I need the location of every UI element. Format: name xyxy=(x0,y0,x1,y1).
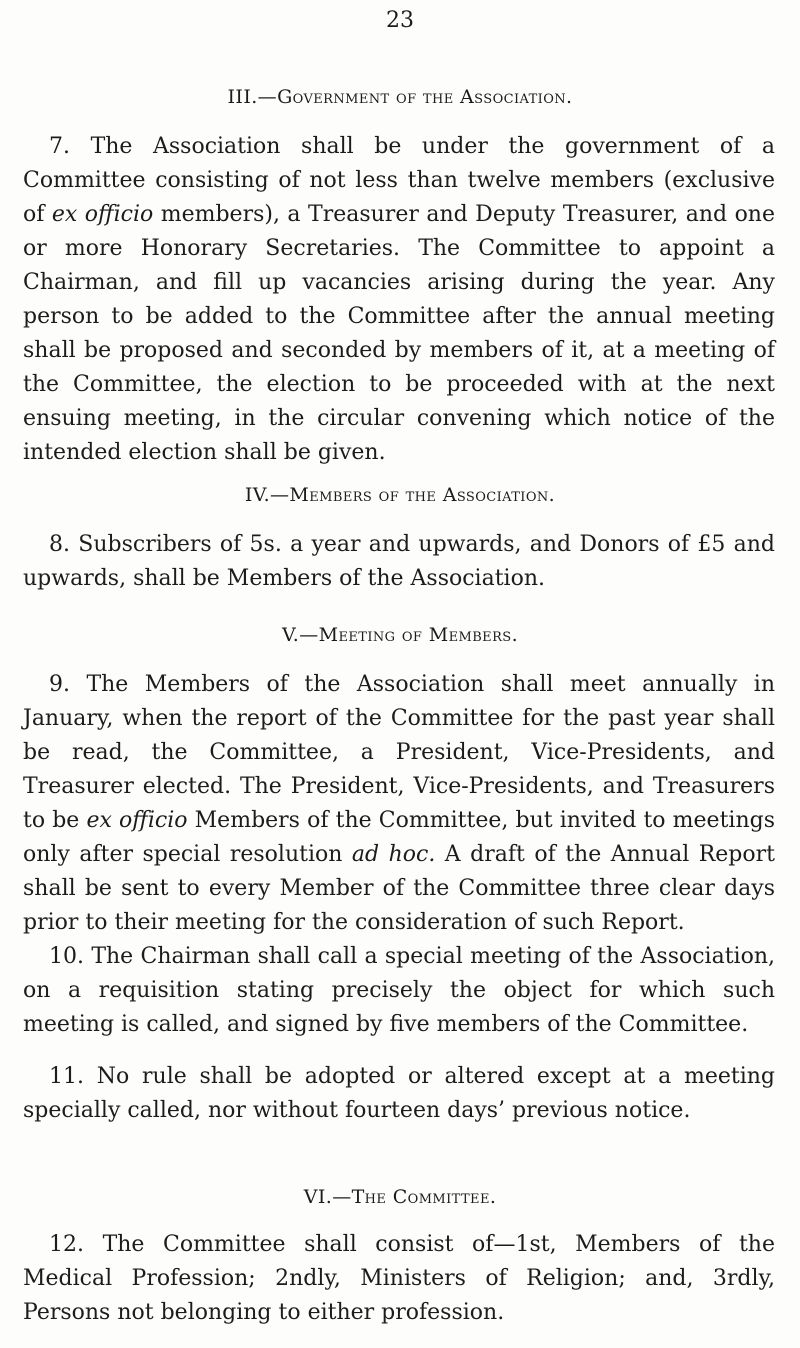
page-number: 23 xyxy=(386,8,414,33)
section-number: IV. xyxy=(244,484,271,506)
rule-paragraph-12 xyxy=(23,1228,775,1330)
rule-text: Members of the Committee, but invited to meetings only after special resolution xyxy=(23,808,775,867)
rule-text: members), a Treasurer and Deputy Treasurer, and one or more Honorary Secretaries. The Committee to appoint a Chairman, and fill up vacancies arising during the year. Any person to be added to the Committee after the annual meeting shall be proposed and seconded by members of it, at a meeting of the Committee, the election to be proceeded with at the next ensuing meeting, in the circular convening which notice of the intended election shall be given. xyxy=(23,202,776,465)
section-number: VI. xyxy=(303,1186,333,1208)
rule-number: 11. xyxy=(49,1064,84,1089)
rule-paragraph-8 xyxy=(23,528,775,596)
section-heading-vi xyxy=(0,1186,800,1208)
rule-paragraph-7 xyxy=(23,130,775,470)
rule-text: Subscribers of 5s. a year and upwards, and Donors of £5 and upwards, shall be Members of the Association. xyxy=(23,532,776,591)
rule-text: The Committee shall consist of—1st, Members of the Medical Profession; 2ndly, Ministers of Religion; and, 3rdly, Persons not belonging to either profession. xyxy=(23,1232,775,1325)
section-heading-v xyxy=(0,624,800,646)
rule-text: No rule shall be adopted or altered except at a meeting specially called, nor without fourteen days’ previous notice. xyxy=(23,1064,775,1123)
section-number: III. xyxy=(227,86,258,108)
rule-emphasis: ex officio xyxy=(86,808,188,833)
rule-paragraph-10 xyxy=(23,940,775,1042)
rule-text: The Chairman shall call a special meeting of the Association, on a requisition stating precisely the object for which such meeting is called, and signed by five members of the Committee. xyxy=(23,944,775,1037)
section-heading-iv xyxy=(0,484,800,506)
rule-number: 8. xyxy=(49,532,70,557)
section-title: —The Committee. xyxy=(332,1186,497,1208)
rule-number: 10. xyxy=(49,944,84,969)
section-number: V. xyxy=(281,624,300,646)
section-heading-iii xyxy=(0,86,800,108)
rule-paragraph-11 xyxy=(23,1060,775,1128)
rule-text: A draft of the Annual Report shall be sent to every Member of the Committee three clear days prior to their meeting for the consideration of such Report. xyxy=(23,842,775,935)
rule-text: The Association shall be under the government of a Committee consisting of not less than twelve members (exclusive of xyxy=(23,134,775,227)
section-title: —Government of the Association. xyxy=(257,86,573,108)
rule-emphasis: ex officio xyxy=(51,202,154,227)
section-title: —Meeting of Members. xyxy=(299,624,519,646)
rule-number: 12. xyxy=(49,1232,84,1257)
section-title: —Members of the Association. xyxy=(270,484,556,506)
rule-number: 9. xyxy=(49,672,70,697)
rule-paragraph-9 xyxy=(23,668,775,940)
rule-text: The Members of the Association shall meet annually in January, when the report of the Committee for the past year shall be read, the Committee, a President, Vice-Presidents, and Treasurer elected. The President, Vice-Presidents, and Treasurers to be xyxy=(23,672,776,833)
rule-number: 7. xyxy=(49,134,70,159)
rule-emphasis: ad hoc. xyxy=(351,842,436,867)
